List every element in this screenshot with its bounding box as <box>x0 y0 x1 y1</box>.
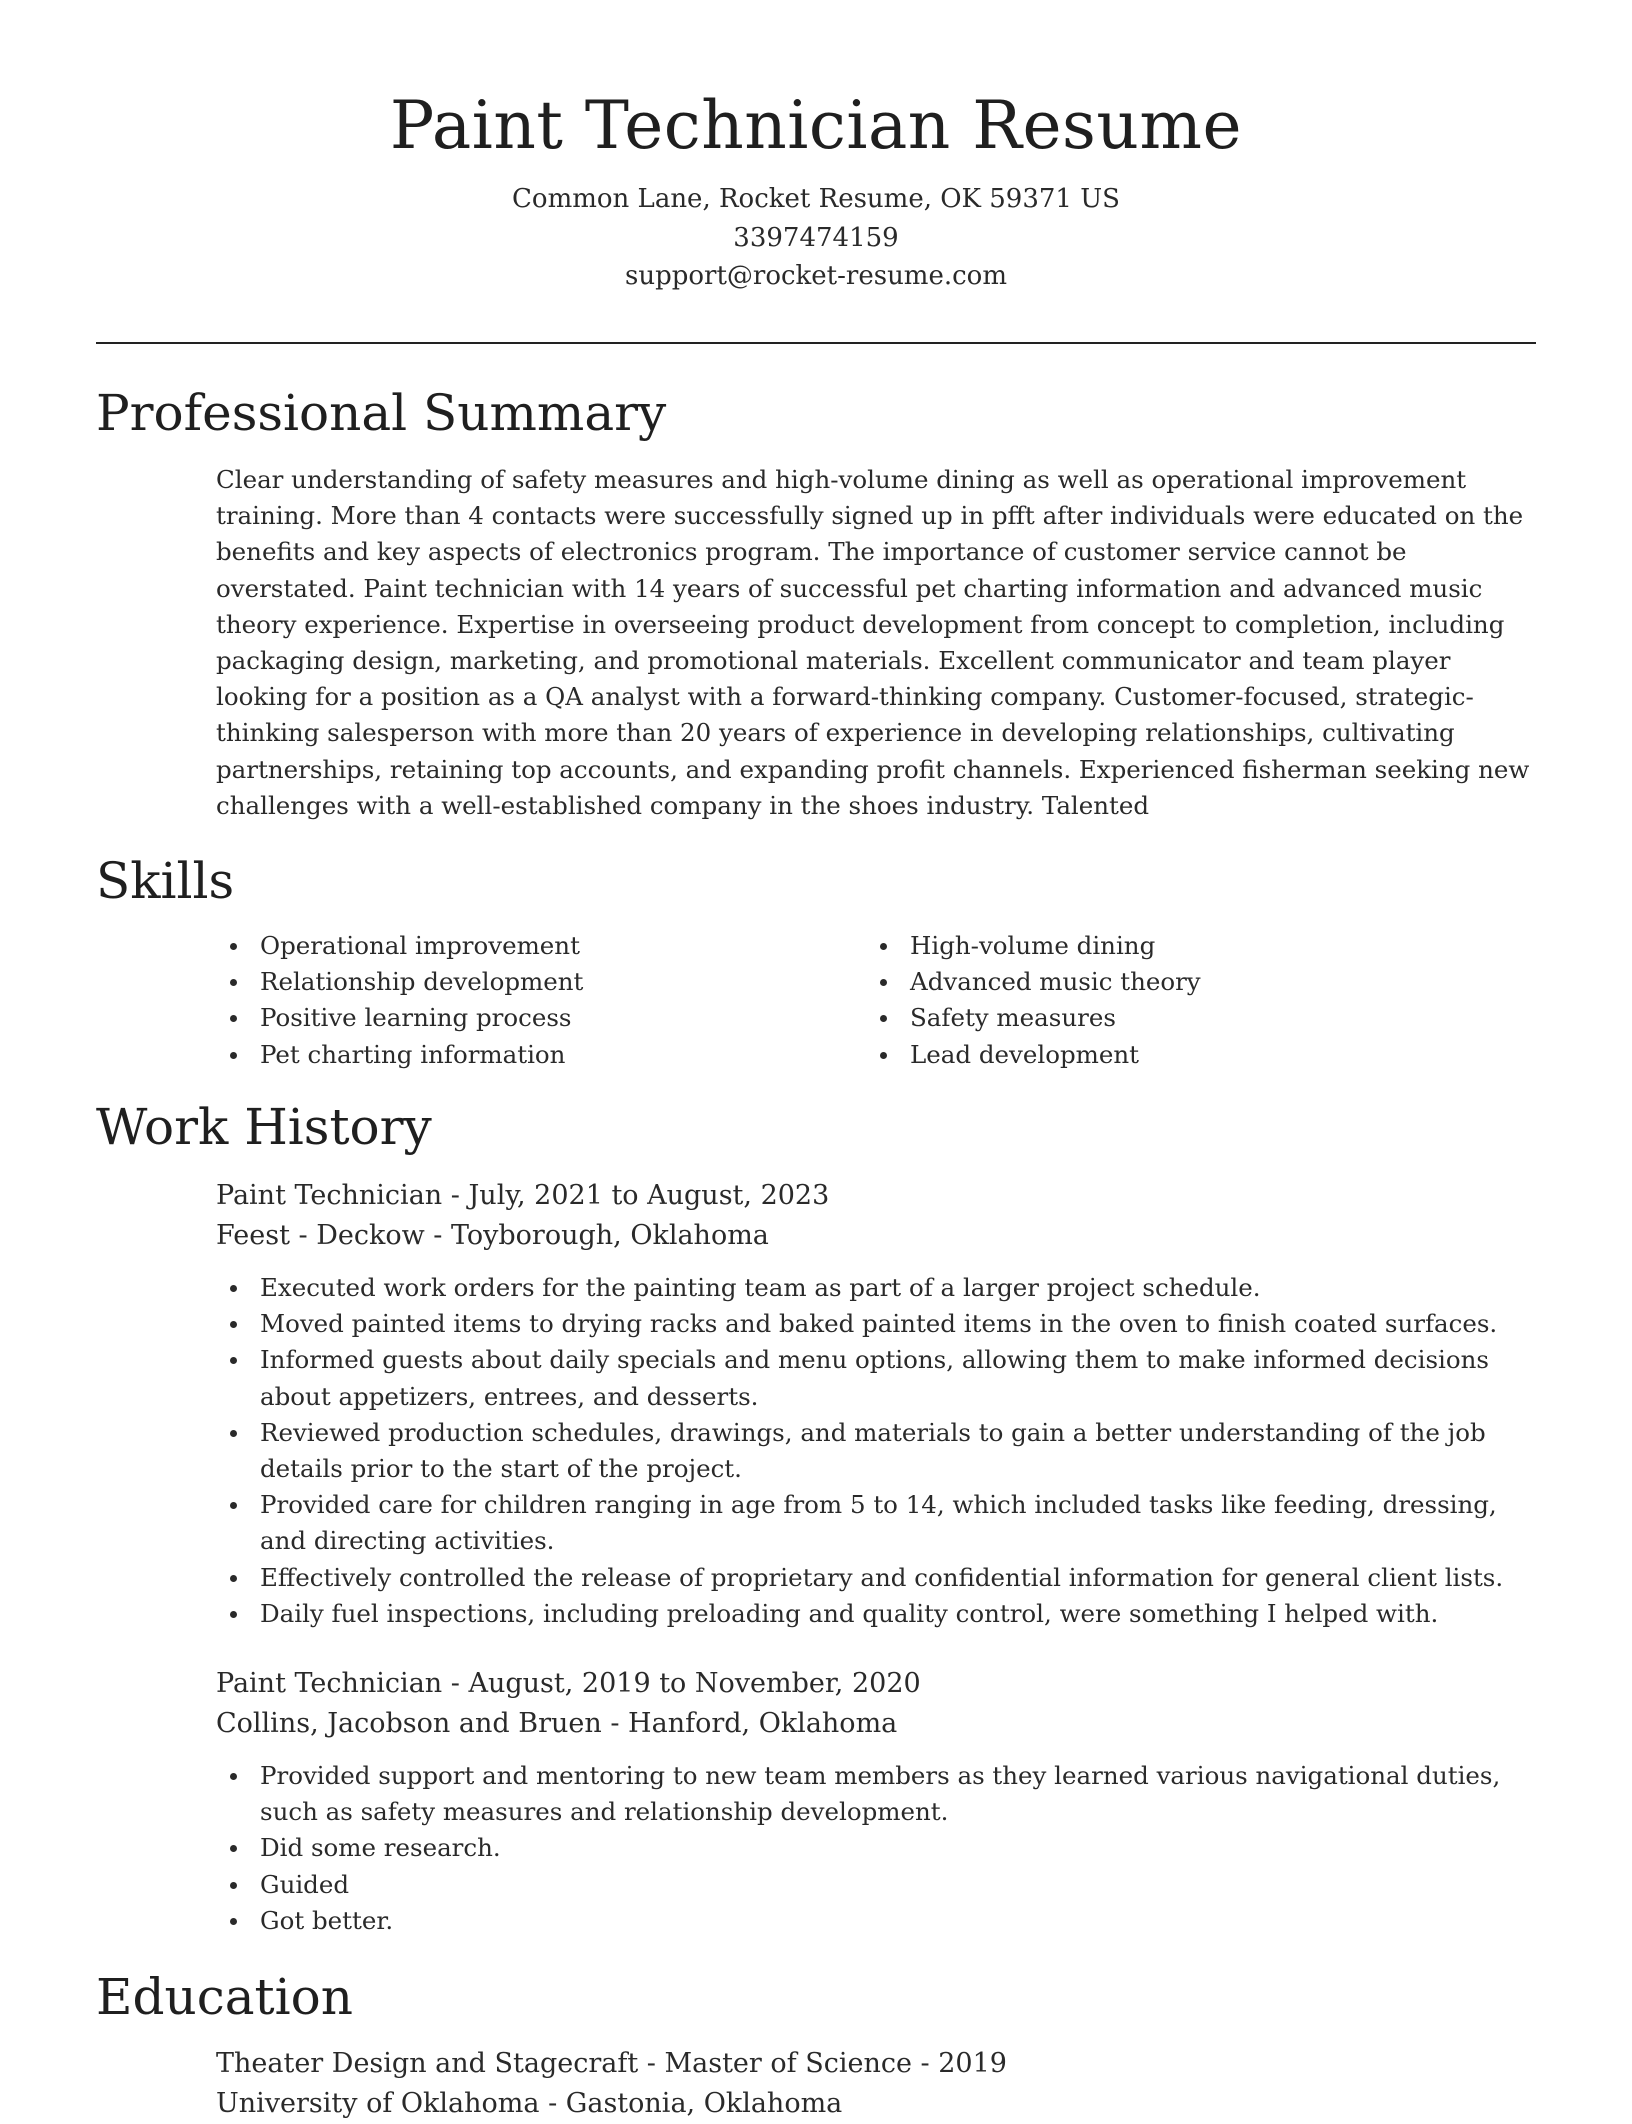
list-item: Effectively controlled the release of proprietary and confidential information for general client lists. <box>260 1560 1541 1596</box>
education-heading: Education <box>96 1968 353 2026</box>
job-dates: - July, 2021 to August, 2023 <box>442 1180 830 1211</box>
job-title: Paint Technician <box>216 1668 443 1699</box>
job-duties-list <box>216 1758 1541 1939</box>
job-dates: - August, 2019 to November, 2020 <box>442 1668 921 1699</box>
list-item: Pet charting information <box>260 1037 860 1073</box>
education-year: - 2019 <box>911 2048 1007 2079</box>
education-school: University of Oklahoma <box>216 2088 540 2119</box>
job-company: Collins, Jacobson and Bruen <box>216 1708 602 1739</box>
list-item: Guided <box>260 1867 1541 1903</box>
skills-list-right <box>866 928 1510 1073</box>
contact-address: Common Lane, Rocket Resume, OK 59371 US <box>512 184 1120 214</box>
list-item: Got better. <box>260 1903 1541 1939</box>
education-degree-line <box>216 2044 1536 2084</box>
list-item: Relationship development <box>260 964 860 1000</box>
list-item: Executed work orders for the painting team as part of a larger project schedule. <box>260 1270 1541 1306</box>
summary-text: Clear understanding of safety measures and high-volume dining as well as operational improvement training. More than 4 contacts were successfully signed up in pfft after individuals were educated on the benefits and key aspects of electronics program. The importance of customer service cannot be overstated. Paint technician with 14 years of successful pet charting information and advanced music theory experience. Expertise in overseeing product development from concept to completion, including packaging design, marketing, and promotional materials. Excellent communicator and team player looking for a position as a QA analyst with a forward-thinking company. Customer-focused, strategic-thinking salesperson with more than 20 years of experience in developing relationships, cultivating partnerships, retaining top accounts, and expanding profit channels. Experienced fisherman seeking new challenges with a well-established company in the shoes industry. Talented <box>216 465 1530 820</box>
job-company-line <box>216 1216 1536 1256</box>
list-item: Safety measures <box>910 1000 1510 1036</box>
education-location: - Gastonia, Oklahoma <box>539 2088 843 2119</box>
summary-heading: Professional Summary <box>96 384 667 442</box>
education-degree: Theater Design and Stagecraft - Master of Science <box>216 2048 912 2079</box>
job-company: Feest - Deckow <box>216 1220 425 1251</box>
list-item: Reviewed production schedules, drawings, and materials to gain a better understanding of the job details prior to the start of the project. <box>260 1415 1541 1487</box>
skills-heading: Skills <box>96 852 235 910</box>
page-title: Paint Technician Resume <box>389 87 1243 164</box>
education-school-line <box>216 2084 1536 2124</box>
list-item: Advanced music theory <box>910 964 1510 1000</box>
job-duties-list <box>216 1270 1541 1632</box>
work-history-heading: Work History <box>96 1098 432 1156</box>
list-item: Did some research. <box>260 1830 1541 1866</box>
job-title-line <box>216 1176 1536 1216</box>
job-location: - Toyborough, Oklahoma <box>424 1220 769 1251</box>
list-item: Moved painted items to drying racks and baked painted items in the oven to finish coated surfaces. <box>260 1306 1541 1342</box>
job-title-line <box>216 1664 1536 1704</box>
list-item: Operational improvement <box>260 928 860 964</box>
job-company-line <box>216 1704 1536 1744</box>
header-divider <box>96 342 1536 344</box>
contact-email: support@rocket-resume.com <box>624 261 1007 291</box>
contact-info <box>96 180 1536 296</box>
job-title: Paint Technician <box>216 1180 443 1211</box>
contact-phone: 3397474159 <box>733 222 899 253</box>
list-item: Daily fuel inspections, including preloading and quality control, were something I helped with. <box>260 1596 1541 1632</box>
job-location: - Hanford, Oklahoma <box>601 1708 898 1739</box>
skills-list-left <box>216 928 860 1073</box>
list-item: Provided support and mentoring to new team members as they learned various navigational duties, such as safety measures and relationship development. <box>260 1758 1541 1830</box>
list-item: Informed guests about daily specials and menu options, allowing them to make informed decisions about appetizers, entrees, and desserts. <box>260 1342 1541 1414</box>
resume-header <box>96 80 1536 296</box>
list-item: Positive learning process <box>260 1000 860 1036</box>
list-item: Provided care for children ranging in age from 5 to 14, which included tasks like feeding, dressing, and directing activities. <box>260 1487 1541 1559</box>
list-item: Lead development <box>910 1037 1510 1073</box>
list-item: High-volume dining <box>910 928 1510 964</box>
